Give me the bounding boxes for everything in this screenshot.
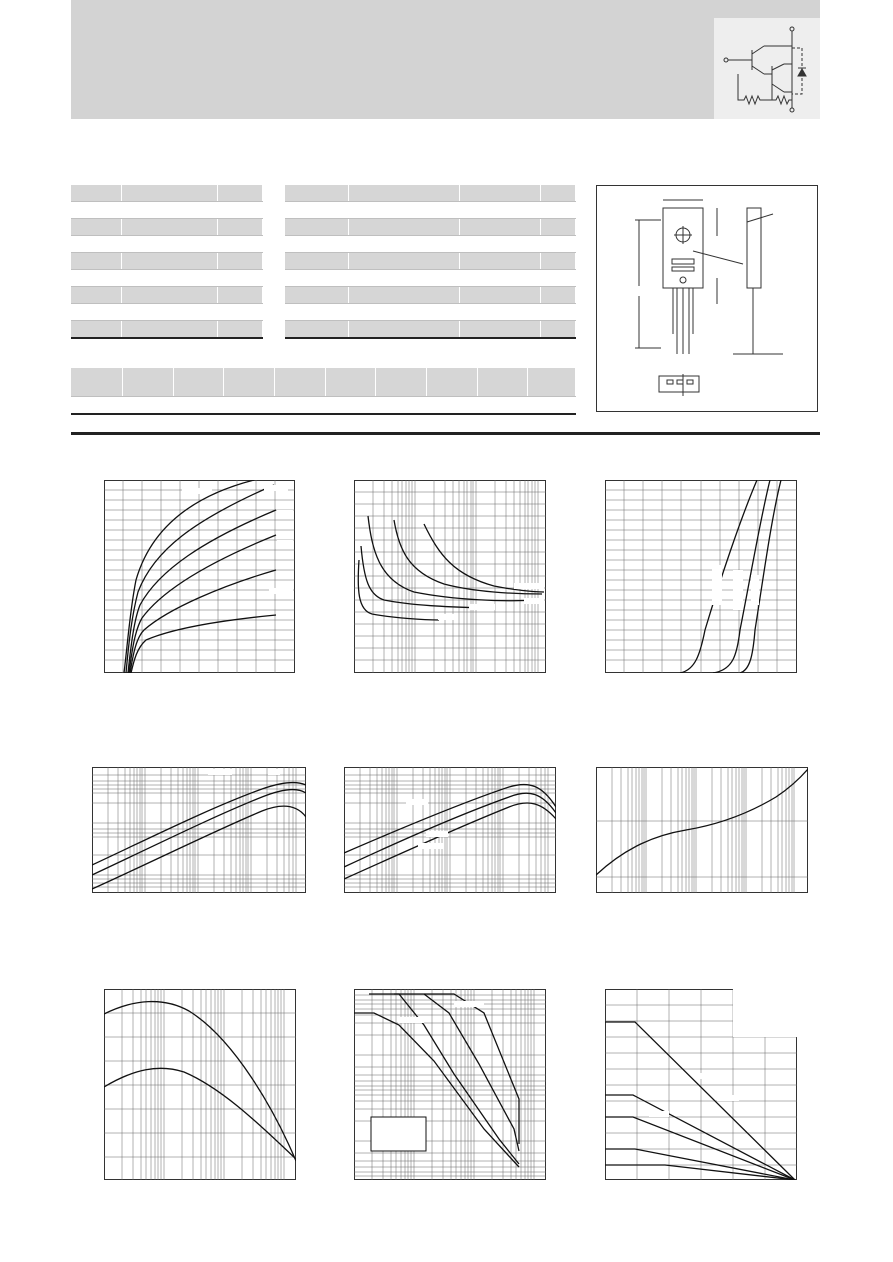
current-gain-curves-1 bbox=[92, 767, 306, 893]
safe-operating-area-plot bbox=[354, 989, 546, 1180]
current-gain-plot-2 bbox=[344, 767, 556, 893]
section-divider bbox=[71, 432, 820, 435]
output-characteristics-plot bbox=[104, 480, 295, 673]
power-derating-plot bbox=[104, 989, 296, 1180]
absolute-maximum-ratings-table bbox=[71, 185, 263, 339]
safe-operating-area-curves bbox=[354, 989, 546, 1180]
darlington-transistor-with-diode-icon bbox=[714, 18, 820, 119]
reverse-bias-soa-curves bbox=[605, 989, 797, 1180]
output-characteristics-curves bbox=[104, 480, 295, 673]
transfer-characteristics-curves bbox=[605, 480, 797, 673]
circuit-symbol-box bbox=[714, 18, 820, 119]
electrical-characteristics-table bbox=[285, 185, 576, 339]
hfe-classification-table bbox=[71, 368, 576, 415]
thermal-resistance-curve bbox=[596, 767, 808, 893]
saturation-voltage-curves bbox=[354, 480, 546, 673]
thermal-resistance-plot bbox=[596, 767, 808, 893]
reverse-bias-soa-plot bbox=[605, 989, 797, 1180]
package-outline-box bbox=[596, 185, 818, 412]
power-derating-curves bbox=[104, 989, 296, 1180]
current-gain-plot-1 bbox=[92, 767, 306, 893]
saturation-voltage-plot bbox=[354, 480, 546, 673]
transfer-characteristics-plot bbox=[605, 480, 797, 673]
to-220f-package-outline-icon bbox=[597, 186, 819, 413]
current-gain-curves-2 bbox=[344, 767, 556, 893]
header-band bbox=[71, 0, 820, 119]
